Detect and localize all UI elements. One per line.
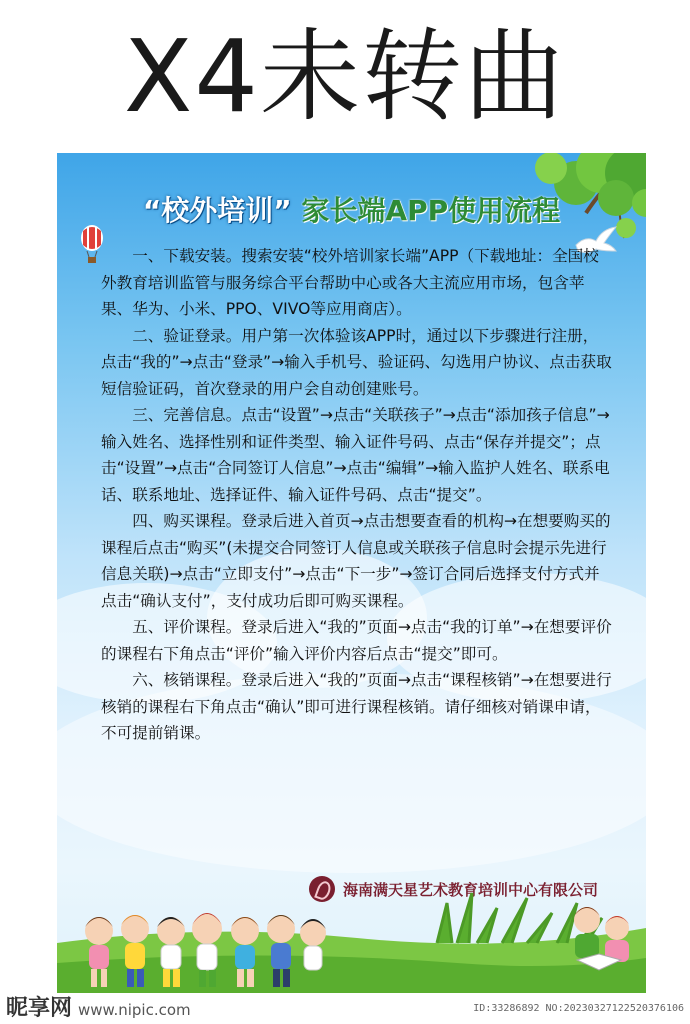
page-title: X4未转曲 <box>123 18 567 135</box>
paragraph-review: 五、评价课程。登录后进入“我的”页面→点击“我的订单”→在想要评价的课程右下角点击“评价”输入评价内容后点击“提交”即可。 <box>101 618 612 663</box>
company-name: 海南满天星艺术教育培训中心有限公司 <box>343 880 599 899</box>
watermark-brand <box>6 996 191 1023</box>
watermark-brand-text: 昵享网 <box>6 996 73 1021</box>
poster-title <box>57 191 646 231</box>
paragraph-verify: 六、核销课程。登录后进入“我的”页面→点击“课程核销”→在想要进行核销的课程右下角点击“确认”即可进行课程核销。请仔细核对销课申请，不可提前销课。 <box>101 671 612 742</box>
children-reading-illustration <box>557 898 642 988</box>
watermark-url: www.nipic.com <box>78 1001 191 1019</box>
poster-title-rest: 家长端APP使用流程 <box>301 194 561 227</box>
poster <box>57 153 646 993</box>
paragraph-download: 一、下载安装。搜索安装“校外培训家长端”APP（下载地址：全国校外教育培训监管与服务综合平台帮助中心或各大主流应用市场，包含苹果、华为、小米、PPO、VIVO等应用商店）。 <box>101 247 599 318</box>
paragraph-login: 二、验证登录。用户第一次体验该APP时，通过以下步骤进行注册，点击“我的”→点击“登录”→输入手机号、验证码、勾选用户协议、点击获取短信验证码，首次登录的用户会自动创建账号。 <box>101 326 612 398</box>
watermark-id: ID:33286892 NO:20230327122520376106 <box>473 1003 684 1014</box>
children-illustration <box>77 903 327 993</box>
paragraph-purchase: 四、购买课程。登录后进入首页→点击想要查看的机构→在想要购买的课程后点击“购买”(未提交合同签订人信息或关联孩子信息时会提示先进行信息关联)→点击“立即支付”→点击“下一步”→签订合同后选择支付方式并点击“确认支付”，支付成功后即可购买课程。 <box>101 512 611 610</box>
instructions <box>101 243 613 747</box>
paragraph-info: 三、完善信息。点击“设置”→点击“关联孩子”→点击“添加孩子信息”→输入姓名、选择性别和证件类型、输入证件号码、点击“保存并提交”；点击“设置”→点击“合同签订人信息”→点击“编辑”→输入监护人姓名、联系电话、联系地址、选择证件、输入证件号码、点击“提交”。 <box>101 406 610 504</box>
poster-title-quoted: “校外培训” <box>142 194 292 227</box>
